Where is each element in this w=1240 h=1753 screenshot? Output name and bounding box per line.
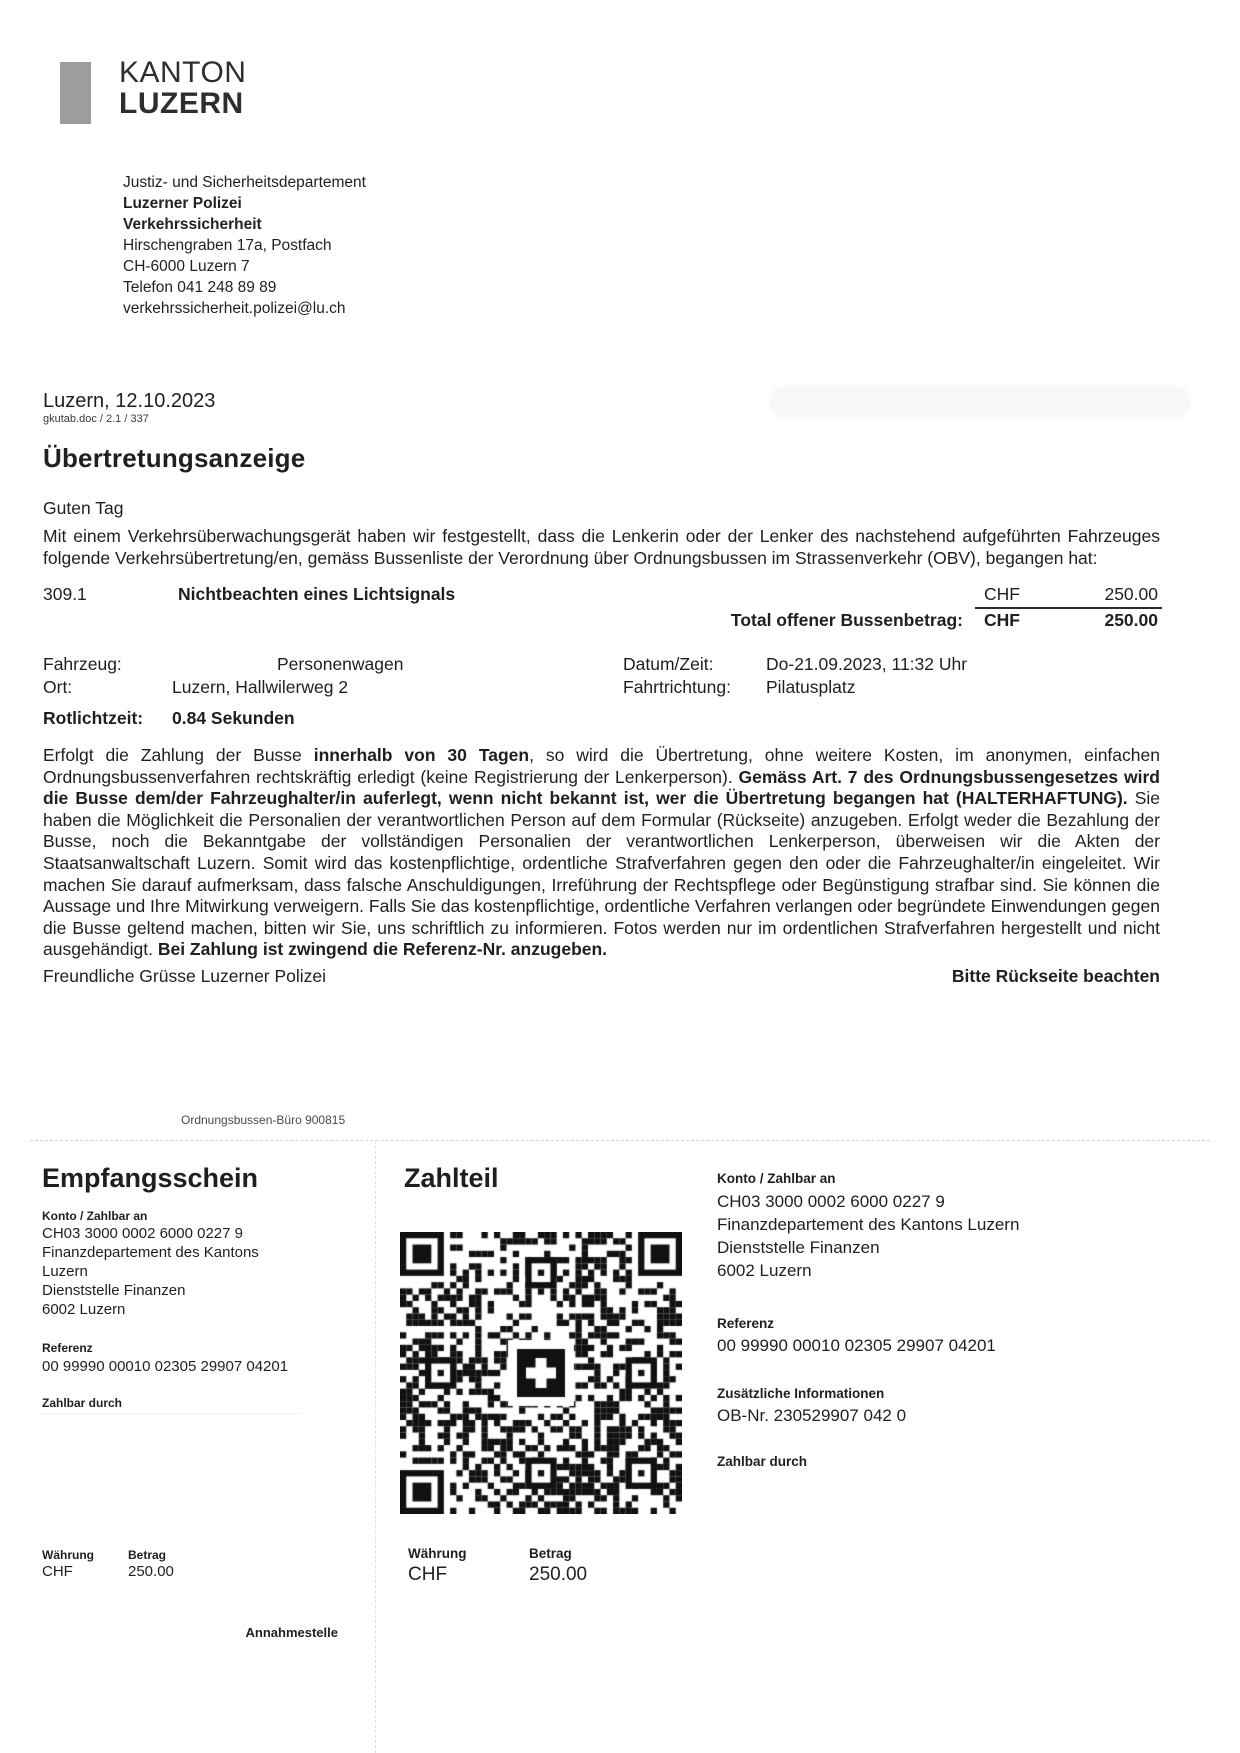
fine-amount: 250.00	[1104, 584, 1158, 604]
receipt-title: Empfangsschein	[42, 1163, 259, 1193]
fine-currency: CHF	[984, 584, 1020, 604]
place-and-date: Luzern, 12.10.2023	[43, 390, 216, 412]
receipt-currency-value: CHF	[42, 1563, 73, 1580]
receipt-amount-value: 250.00	[128, 1563, 174, 1580]
sender-city: CH-6000 Luzern 7	[123, 258, 250, 275]
receipt-amount-label: Betrag	[128, 1548, 167, 1562]
logo-line2: LUZERN	[119, 87, 244, 120]
total-label: Total offener Bussenbetrag:	[730, 610, 963, 630]
total-currency: CHF	[984, 610, 1020, 630]
swiss-qr-code	[400, 1232, 682, 1514]
payment-account-label: Konto / Zahlbar an	[717, 1171, 836, 1186]
redlight-label: Rotlichtzeit:	[43, 708, 144, 728]
location-value: Luzern, Hallwilerweg 2	[172, 677, 349, 697]
sender-phone: Telefon 041 248 89 89	[123, 279, 277, 296]
payment-additional-label: Zusätzliche Informationen	[717, 1386, 885, 1401]
fine-description: Nichtbeachten eines Lichtsignals	[178, 584, 456, 604]
datetime-label: Datum/Zeit:	[623, 654, 714, 674]
payment-part-title: Zahlteil	[404, 1163, 499, 1193]
document-reference: gkutab.doc / 2.1 / 337	[43, 413, 149, 425]
total-amount: 250.00	[1104, 610, 1158, 630]
fine-code: 309.1	[43, 584, 87, 604]
location-label: Ort:	[43, 677, 73, 697]
payment-account-lines: CH03 3000 0002 6000 0227 9 Finanzdepartement des Kantons Luzern Dienststelle Finanzen 6002 Luzern	[717, 1192, 1020, 1280]
payment-currency-value: CHF	[408, 1564, 448, 1585]
sender-org: Luzerner Polizei	[123, 195, 242, 212]
payment-amount-label: Betrag	[529, 1546, 572, 1561]
sender-street: Hirschengraben 17a, Postfach	[123, 237, 332, 254]
sender-address-block	[123, 172, 366, 319]
redacted-area	[770, 386, 1190, 418]
intro-paragraph: Mit einem Verkehrsüberwachungsgerät haben wir festgestellt, dass die Lenkerin oder der Lenker des nachstehend aufgeführten Fahrzeuges folgende Verkehrsübertretung/en, gemäss Bussenliste der Verordnung über Ordnungsbussen im Strassenverkehr (OBV), begangen hat:	[43, 526, 1160, 568]
closing-line: Freundliche Grüsse Luzerner Polizei	[43, 966, 327, 986]
datetime-value: Do-21.09.2023, 11:32 Uhr	[766, 654, 968, 674]
sender-email: verkehrssicherheit.polizei@lu.ch	[123, 300, 346, 317]
acceptance-point-label: Annahmestelle	[245, 1625, 338, 1640]
greeting: Guten Tag	[43, 498, 124, 518]
payment-reference-label: Referenz	[717, 1316, 775, 1331]
payment-payable-by-label: Zahlbar durch	[717, 1454, 808, 1469]
receipt-account-lines: CH03 3000 0002 6000 0227 9 Finanzdepartement des Kantons Luzern Dienststelle Finanzen 6002 Luzern	[42, 1225, 259, 1318]
kanton-luzern-logo-mark	[60, 62, 91, 124]
receipt-payer-line	[42, 1413, 300, 1414]
legal-paragraph: Erfolgt die Zahlung der Busse innerhalb von 30 Tagen, so wird die Übertretung, ohne weitere Kosten, im anonymen, einfachen Ordnungsbussenverfahren rechtskräftig erledigt (keine Registrierung der Lenkerperson). Gemäss Art. 7 des Ordnungsbussengesetzes wird die Busse dem/der Fahrzeughalter/in auferlegt, wenn nicht bekannt ist, wer die Übertretung begangen hat (HALTERHAFTUNG). Sie haben die Möglichkeit die Personalien der verantwortlichen Person auf dem Formular (Rückseite) anzugeben. Erfolgt weder die Bezahlung der Busse, noch die Bekanntgabe der vollständigen Personalien der verantwortlichen Lenkerperson, überweisen wir die Akten der Staatsanwaltschaft Luzern. Somit wird das kostenpflichtige, ordentliche Strafverfahren gegen den oder die Fahrzeughalter/in eingeleitet. Wir machen Sie darauf aufmerksam, dass falsche Anschuldigungen, Irreführung der Rechtspflege oder Begünstigung strafbar sind. Sie können die Aussage und Ihre Mitwirkung verweigern. Falls Sie das kostenpflichtige, ordentliche Verfahren verlangen oder begründete Einwendungen gegen die Busse geltend machen, bitten wir Sie, uns schriftlich zu informieren. Fotos werden nur im ordentlichen Strafverfahren hergestellt und nicht ausgehändigt. Bei Zahlung ist zwingend die Referenz-Nr. anzugeben.	[43, 745, 1161, 960]
receipt-reference-label: Referenz	[42, 1341, 93, 1355]
receipt-account-label: Konto / Zahlbar an	[42, 1209, 148, 1223]
receipt-reference-value: 00 99990 00010 02305 29907 04201	[42, 1358, 289, 1375]
vehicle-value: Personenwagen	[277, 654, 404, 674]
see-reverse-note: Bitte Rückseite beachten	[951, 966, 1160, 986]
horizontal-perforation-line	[30, 1140, 1210, 1141]
vehicle-label: Fahrzeug:	[43, 654, 122, 674]
office-note: Ordnungsbussen-Büro 900815	[181, 1113, 346, 1127]
kanton-luzern-logo	[119, 57, 246, 119]
receipt-currency-label: Währung	[42, 1548, 94, 1562]
sender-department: Justiz- und Sicherheitsdepartement	[123, 174, 366, 191]
vertical-perforation-line	[375, 1141, 376, 1753]
redlight-value: 0.84 Sekunden	[172, 708, 295, 728]
payment-reference-value: 00 99990 00010 02305 29907 04201	[717, 1336, 996, 1355]
direction-label: Fahrtrichtung:	[623, 677, 731, 697]
payment-currency-label: Währung	[408, 1546, 467, 1561]
page-title: Übertretungsanzeige	[43, 443, 306, 473]
payment-additional-value: OB-Nr. 230529907 042 0	[717, 1406, 907, 1425]
payment-amount-value: 250.00	[529, 1564, 588, 1585]
logo-line1: KANTON	[119, 56, 247, 89]
amount-underline	[975, 607, 1162, 609]
receipt-payable-by-label: Zahlbar durch	[42, 1396, 123, 1410]
sender-unit: Verkehrssicherheit	[123, 216, 262, 233]
direction-value: Pilatusplatz	[766, 677, 856, 697]
